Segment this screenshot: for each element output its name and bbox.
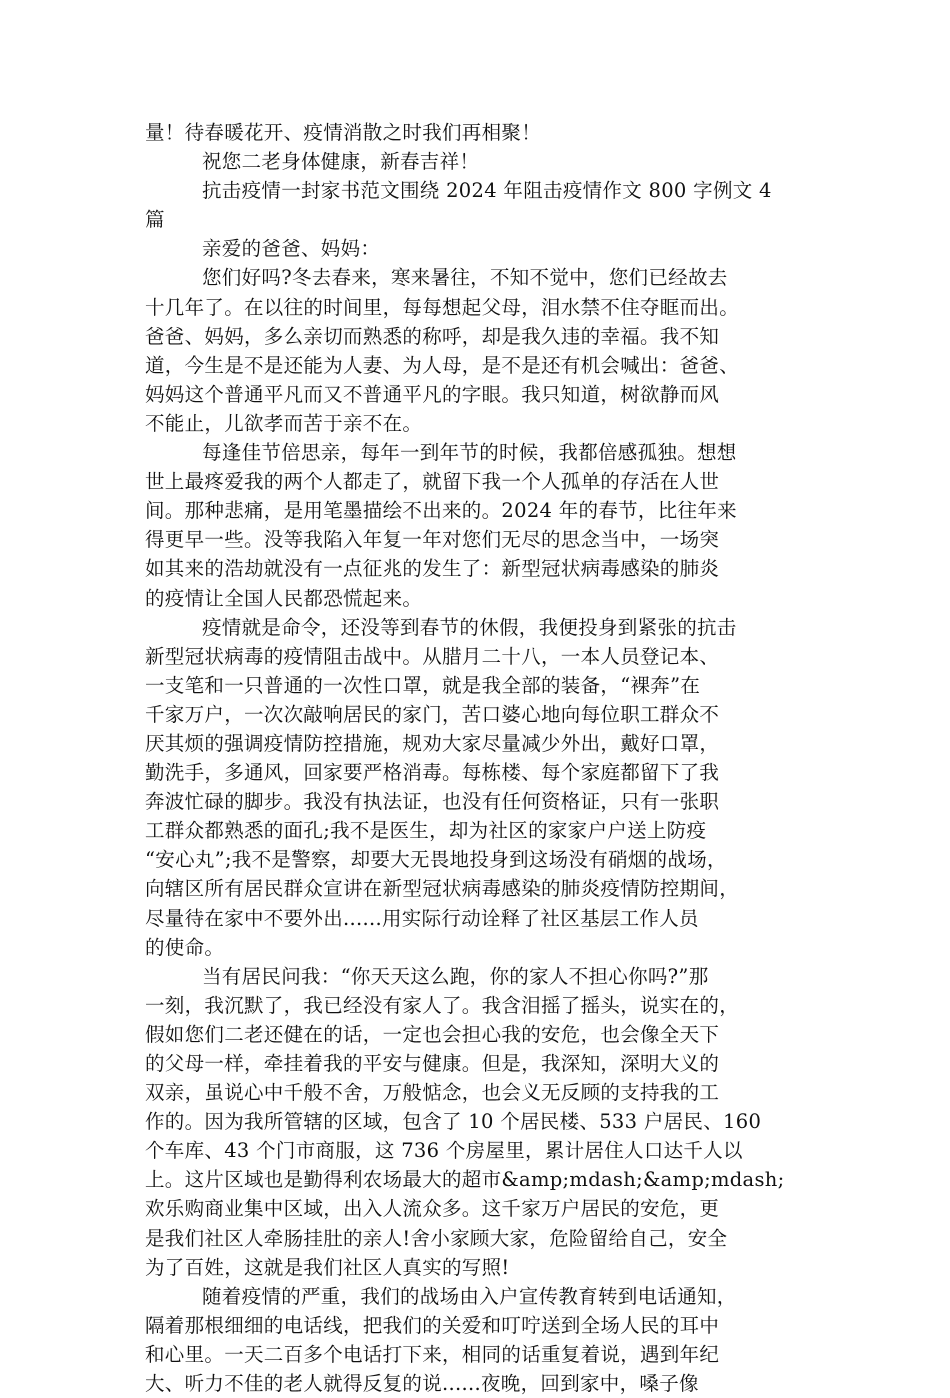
- text-line: 不能止，儿欲孝而苦于亲不在。: [145, 411, 423, 435]
- text-line: 上。这片区域也是勤得利农场最大的超市&amp;mdash;&amp;mdash;: [145, 1168, 785, 1192]
- letter-body: [145, 118, 810, 1398]
- text-line: 篇: [145, 208, 165, 232]
- text-line: 假如您们二老还健在的话，一定也会担心我的安危，也会像全天下: [145, 1022, 720, 1046]
- text-line: 隔着那根细细的电话线，把我们的关爱和叮咛送到全场人民的耳中: [145, 1313, 720, 1337]
- text-line: 奔波忙碌的脚步。我没有执法证，也没有任何资格证，只有一张职: [145, 790, 720, 814]
- text-line: 当有居民问我：“你天天这么跑，你的家人不担心你吗?”那: [202, 964, 709, 988]
- text-line: 的使命。: [145, 935, 225, 959]
- text-line: 工群众都熟悉的面孔;我不是医生，却为社区的家家户户送上防疫: [145, 819, 707, 843]
- text-line: 一支笔和一只普通的一次性口罩，就是我全部的装备，“裸奔”在: [145, 673, 701, 697]
- text-line: 为了百姓，这就是我们社区人真实的写照!: [145, 1255, 510, 1279]
- text-line: 一刻，我沉默了，我已经没有家人了。我含泪摇了摇头，说实在的，: [145, 993, 740, 1017]
- text-line: “安心丸”;我不是警察，却要大无畏地投身到这场没有硝烟的战场，: [145, 848, 727, 872]
- text-line: 祝您二老身体健康，新春吉祥！: [202, 150, 480, 174]
- text-line: 双亲，虽说心中千般不舍，万般惦念，也会义无反顾的支持我的工: [145, 1081, 720, 1105]
- text-line: 随着疫情的严重，我们的战场由入户宣传教育转到电话通知，: [202, 1284, 737, 1308]
- text-line: 爸爸、妈妈，多么亲切而熟悉的称呼，却是我久违的幸福。我不知: [145, 324, 720, 348]
- text-line: 得更早一些。没等我陷入年复一年对您们无尽的思念当中，一场突: [145, 528, 720, 552]
- text-line: 疫情就是命令，还没等到春节的休假，我便投身到紧张的抗击: [202, 615, 737, 639]
- text-line: 妈妈这个普通平凡而又不普通平凡的字眼。我只知道，树欲静而风: [145, 382, 720, 406]
- text-line: 每逢佳节倍思亲，每年一到年节的时候，我都倍感孤独。想想: [202, 441, 737, 465]
- text-line: 欢乐购商业集中区域，出入人流众多。这千家万户居民的安危，更: [145, 1197, 720, 1221]
- text-line: 千家万户，一次次敲响居民的家门，苦口婆心地向每位职工群众不: [145, 702, 720, 726]
- text-line: 世上最疼爱我的两个人都走了，就留下我一个人孤单的存活在人世: [145, 470, 720, 494]
- text-line: 的疫情让全国人民都恐慌起来。: [145, 586, 423, 610]
- text-line: 大、听力不佳的老人就得反复的说......夜晚，回到家中，嗓子像: [145, 1372, 699, 1396]
- text-line: 勤洗手，多通风，回家要严格消毒。每栋楼、每个家庭都留下了我: [145, 761, 720, 785]
- text-line: 个车库、43 个门市商服，这 736 个房屋里，累计居住人口达千人以: [145, 1139, 743, 1163]
- text-line: 十几年了。在以往的时间里，每每想起父母，泪水禁不住夺眶而出。: [145, 295, 740, 319]
- text-line: 厌其烦的强调疫情防控措施，规劝大家尽量减少外出，戴好口罩，: [145, 731, 720, 755]
- text-line: 间。那种悲痛，是用笔墨描绘不出来的。2024 年的春节，比往年来: [145, 499, 737, 523]
- text-line: 和心里。一天二百多个电话打下来，相同的话重复着说，遇到年纪: [145, 1342, 720, 1366]
- text-line: 新型冠状病毒的疫情阻击战中。从腊月二十八，一本人员登记本、: [145, 644, 720, 668]
- text-line: 尽量待在家中不要外出......用实际行动诠释了社区基层工作人员: [145, 906, 699, 930]
- text-line: 抗击疫情一封家书范文围绕 2024 年阻击疫情作文 800 字例文 4: [202, 179, 772, 203]
- text-line: 的父母一样，牵挂着我的平安与健康。但是，我深知，深明大义的: [145, 1052, 720, 1075]
- text-line: 亲爱的爸爸、妈妈：: [202, 237, 381, 261]
- text-line: 量！待春暖花开、疫情消散之时我们再相聚！: [145, 121, 542, 144]
- text-line: 是我们社区人牵肠挂肚的亲人!舍小家顾大家，危险留给自己，安全: [145, 1226, 728, 1250]
- text-line: 您们好吗?冬去春来，寒来暑往，不知不觉中，您们已经故去: [202, 266, 728, 290]
- text-line: 如其来的浩劫就没有一点征兆的发生了：新型冠状病毒感染的肺炎: [145, 557, 720, 581]
- text-line: 道，今生是不是还能为人妻、为人母，是不是还有机会喊出：爸爸、: [145, 353, 740, 377]
- text-line: 向辖区所有居民群众宣讲在新型冠状病毒感染的肺炎疫情防控期间，: [145, 877, 740, 901]
- text-line: 作的。因为我所管辖的区域，包含了 10 个居民楼、533 户居民、160: [145, 1110, 762, 1134]
